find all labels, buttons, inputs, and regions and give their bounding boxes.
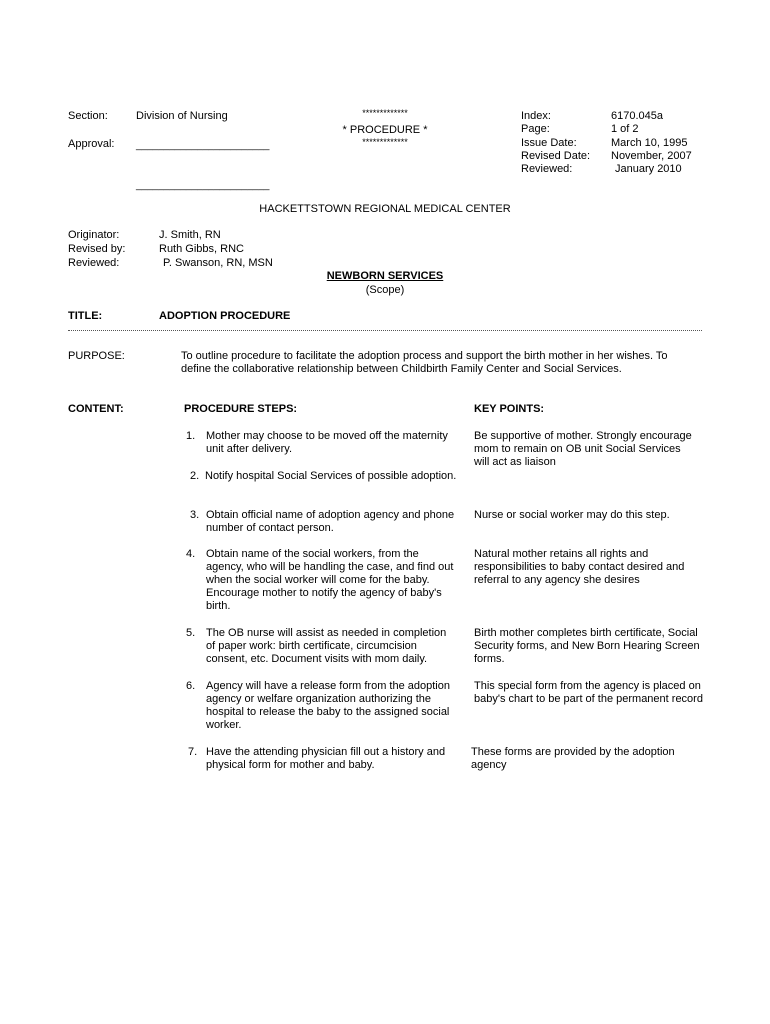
key-point: Be supportive of mother. Strongly encourage mom to remain on OB unit Social Services will act as liaison bbox=[474, 430, 692, 468]
step-number: 3. bbox=[190, 509, 200, 521]
step-number: 7. bbox=[188, 746, 198, 758]
step-number: 1. bbox=[186, 430, 196, 442]
originator-value: J. Smith, RN bbox=[159, 229, 221, 241]
key-point: This special form from the agency is placed on baby's chart to be part of the permanent record bbox=[474, 680, 703, 705]
approval-signature-line: ________________________ bbox=[136, 140, 270, 151]
procedure-steps-header: PROCEDURE STEPS: bbox=[184, 403, 298, 415]
stars-top: ************* bbox=[362, 108, 408, 118]
divider bbox=[68, 330, 702, 331]
procedure-step bbox=[186, 627, 458, 666]
purpose-text: To outline procedure to facilitate the adoption process and support the birth mother in her wishes. To define the collaborative relationship between Childbirth Family Center and Social Services. bbox=[181, 350, 668, 375]
meta-index-label: Index: bbox=[521, 110, 551, 122]
meta-reviewed-label: Reviewed: bbox=[521, 163, 573, 175]
scope-title: NEWBORN SERVICES bbox=[326, 270, 444, 282]
meta-issue-date-label: Issue Date: bbox=[521, 137, 577, 149]
procedure-step bbox=[190, 509, 460, 535]
approval-label: Approval: bbox=[68, 138, 115, 150]
reviewed-by-value: P. Swanson, RN, MSN bbox=[163, 257, 273, 269]
meta-reviewed-value: January 2010 bbox=[615, 163, 682, 175]
stars-bottom: ************* bbox=[362, 137, 408, 147]
key-point: Birth mother completes birth certificate, Social Security forms, and New Born Hearing Screen forms. bbox=[474, 627, 700, 665]
meta-revised-date-label: Revised Date: bbox=[521, 150, 591, 162]
step-text: The OB nurse will assist as needed in completion of paper work: birth certificate, circumcision consent, etc. Document visits with mom daily. bbox=[206, 627, 447, 665]
procedure-step bbox=[186, 548, 458, 613]
step-text: Agency will have a release form from the adoption agency or welfare organization authorizing the hospital to release the baby to the assigned social worker. bbox=[206, 680, 450, 731]
step-text: Have the attending physician fill out a history and physical form for mother and baby. bbox=[206, 746, 446, 771]
key-points-header: KEY POINTS: bbox=[474, 403, 545, 415]
second-signature-line: ________________________ bbox=[136, 180, 270, 191]
meta-revised-date-value: November, 2007 bbox=[611, 150, 692, 162]
procedure-step bbox=[186, 680, 458, 732]
revised-by-value: Ruth Gibbs, RNC bbox=[159, 243, 244, 255]
purpose-label: PURPOSE: bbox=[68, 350, 125, 362]
procedure-step bbox=[190, 470, 460, 483]
step-number: 6. bbox=[186, 680, 196, 692]
content-label: CONTENT: bbox=[68, 403, 124, 415]
revised-by-label: Revised by: bbox=[68, 243, 126, 255]
meta-page-label: Page: bbox=[521, 123, 550, 135]
procedure-step bbox=[186, 430, 458, 456]
step-text: Obtain official name of adoption agency and phone number of contact person. bbox=[206, 509, 455, 534]
meta-issue-date-value: March 10, 1995 bbox=[611, 137, 688, 149]
step-text: Mother may choose to be moved off the maternity unit after delivery. bbox=[206, 430, 448, 455]
step-text: Obtain name of the social workers, from the agency, who will be handling the case, and find out when the social worker will come for the baby. Encourage mother to notify the agency of baby's birth. bbox=[206, 548, 454, 612]
key-point: These forms are provided by the adoption agency bbox=[471, 746, 675, 771]
step-text: Notify hospital Social Services of possible adoption. bbox=[205, 470, 457, 482]
scope-subtitle: (Scope) bbox=[365, 284, 405, 296]
document-title: ADOPTION PROCEDURE bbox=[159, 310, 291, 322]
key-point: Nurse or social worker may do this step. bbox=[474, 509, 670, 521]
meta-page-value: 1 of 2 bbox=[611, 123, 639, 135]
key-point: Natural mother retains all rights and responsibilities to baby contact desired and referral to any agency she desires bbox=[474, 548, 685, 586]
section-label: Section: bbox=[68, 110, 108, 122]
section-value: Division of Nursing bbox=[136, 110, 228, 122]
step-number: 5. bbox=[186, 627, 196, 639]
reviewed-by-label: Reviewed: bbox=[68, 257, 120, 269]
meta-index-value: 6170.045a bbox=[611, 110, 663, 122]
originator-label: Originator: bbox=[68, 229, 120, 241]
step-number: 2. bbox=[190, 470, 200, 482]
step-number: 4. bbox=[186, 548, 196, 560]
procedure-step bbox=[188, 746, 458, 772]
procedure-label: * PROCEDURE * bbox=[342, 124, 428, 136]
title-label: TITLE: bbox=[68, 310, 103, 322]
organization-name: HACKETTSTOWN REGIONAL MEDICAL CENTER bbox=[259, 203, 511, 215]
